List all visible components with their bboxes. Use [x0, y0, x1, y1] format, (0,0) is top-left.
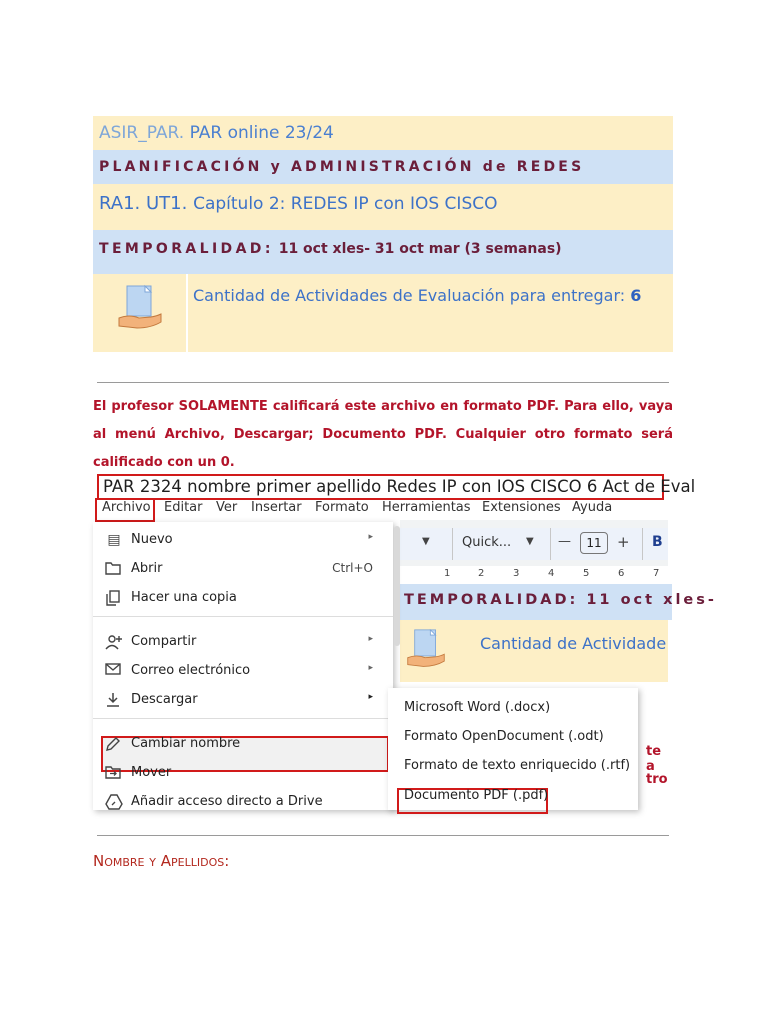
- menu-item-correo[interactable]: [93, 657, 393, 685]
- activities-count: 6: [630, 286, 642, 305]
- menu-item-label: Cambiar nombre: [131, 736, 241, 751]
- font-size-plus[interactable]: +: [617, 533, 630, 551]
- download-pdf[interactable]: Documento PDF (.pdf): [404, 788, 549, 803]
- temporal-value: 11 oct xles- 31 oct mar (3 semanas): [278, 241, 562, 257]
- menu-item-copia[interactable]: [93, 584, 393, 612]
- menu-item-label: Mover: [131, 765, 172, 780]
- ruler: [400, 566, 668, 585]
- ruler-mark-4: 4: [548, 568, 555, 579]
- rename-icon: [105, 736, 123, 752]
- unit-title: Capítulo 2: REDES IP con IOS CISCO: [193, 194, 498, 214]
- doc-activity-row: [400, 620, 668, 682]
- menu-item-label: Nuevo: [131, 532, 173, 547]
- copy-icon: [105, 590, 123, 606]
- name-label: Nombre y Apellidos:: [93, 852, 230, 870]
- ruler-mark-5: 5: [583, 568, 590, 579]
- menu-item-label: Descargar: [131, 692, 198, 707]
- course-prefix: ASIR_PAR.: [99, 123, 185, 143]
- menu-scrollbar[interactable]: [394, 526, 400, 646]
- temporal-label: TEMPORALIDAD:: [99, 241, 274, 257]
- style-chevron-icon[interactable]: ▼: [526, 536, 534, 547]
- activity-row: [93, 274, 673, 352]
- document-hand-icon-small: [406, 628, 446, 670]
- chevron-down-icon[interactable]: ▼: [422, 536, 430, 547]
- menu-item-label: Añadir acceso directo a Drive: [131, 794, 323, 809]
- menu-extensiones[interactable]: Extensiones: [482, 500, 561, 515]
- unit-code: RA1. UT1.: [99, 193, 188, 214]
- drive-shortcut-icon: [105, 794, 123, 810]
- subject-title: PLANIFICACIÓN y ADMINISTRACIÓN de REDES: [99, 159, 585, 175]
- toolbar-separator: [452, 528, 453, 560]
- download-icon: [105, 692, 123, 708]
- temporal-row: [93, 230, 673, 274]
- menu-item-label: Abrir: [131, 561, 163, 576]
- download-odt[interactable]: Formato OpenDocument (.odt): [404, 729, 604, 744]
- submenu-arrow-icon: ▸: [368, 634, 373, 644]
- menu-shortcut: Ctrl+O: [332, 561, 373, 575]
- doc-toolbar: [400, 528, 668, 560]
- folder-icon: [105, 561, 123, 577]
- font-size-minus[interactable]: —: [558, 534, 571, 549]
- subject-row: [93, 150, 673, 184]
- doc-text-fragment-2: tro: [646, 772, 668, 787]
- menu-editar[interactable]: Editar: [164, 500, 203, 515]
- menu-item-abrir[interactable]: [93, 555, 393, 583]
- menu-insertar[interactable]: Insertar: [251, 500, 302, 515]
- menu-archivo[interactable]: Archivo: [102, 500, 151, 515]
- menu-separator: [93, 616, 393, 617]
- share-person-icon: [105, 634, 123, 650]
- activity-count-text: [193, 286, 641, 305]
- menu-item-cambiar-nombre[interactable]: [93, 730, 393, 758]
- pdf-notice: El profesor SOLAMENTE calificará este archivo en formato PDF. Para ello, vaya al menú Archivo, Descargar; Documento PDF. Cualquier otro formato será calificado con un 0.: [93, 399, 673, 470]
- archivo-highlight: [95, 498, 155, 522]
- ruler-mark-7: 7: [653, 568, 660, 579]
- activity-icon-cell: [93, 274, 188, 352]
- menu-separator: [93, 718, 393, 719]
- ruler-mark-2: 2: [478, 568, 485, 579]
- toolbar-separator-2: [550, 528, 551, 560]
- mail-icon: [105, 663, 123, 679]
- bold-button[interactable]: B: [652, 534, 663, 550]
- submenu-arrow-icon: ▸: [368, 663, 373, 673]
- doc-temporal-row: TEMPORALIDAD: 11 oct xles-: [400, 584, 672, 620]
- new-doc-icon: ▤: [107, 532, 121, 548]
- divider-top: [97, 382, 669, 383]
- ruler-mark-1: 1: [444, 568, 451, 579]
- menu-ayuda[interactable]: Ayuda: [572, 500, 613, 515]
- toolbar-separator-3: [642, 528, 643, 560]
- menu-item-mover[interactable]: [93, 759, 393, 787]
- menu-item-label: Correo electrónico: [131, 663, 251, 678]
- menu-item-descargar[interactable]: [93, 686, 393, 714]
- submenu-arrow-icon: ▸: [368, 532, 373, 542]
- menu-item-compartir[interactable]: [93, 628, 393, 656]
- ruler-mark-6: 6: [618, 568, 625, 579]
- style-select[interactable]: Quick...: [462, 535, 512, 550]
- menu-formato[interactable]: Formato: [315, 500, 369, 515]
- doc-text-fragment-1: te a: [646, 744, 662, 774]
- doc-activity-text: Cantidad de Actividade: [480, 634, 667, 653]
- file-menu: [93, 522, 393, 810]
- menu-herramientas[interactable]: Herramientas: [382, 500, 471, 515]
- activities-label: Cantidad de Actividades de Evaluación para entregar:: [193, 286, 626, 305]
- ruler-mark-3: 3: [513, 568, 520, 579]
- unit-row: [93, 184, 673, 230]
- menu-ver[interactable]: Ver: [216, 500, 238, 515]
- move-icon: [105, 765, 123, 781]
- menu-item-nuevo[interactable]: [93, 526, 393, 554]
- menu-item-label: Compartir: [131, 634, 197, 649]
- download-docx[interactable]: Microsoft Word (.docx): [404, 700, 551, 715]
- divider-bottom: [97, 835, 669, 836]
- font-size-input[interactable]: 11: [580, 532, 608, 554]
- document-hand-icon: [117, 284, 163, 332]
- submenu-arrow-icon: ▸: [368, 692, 373, 702]
- course-name: PAR online 23/24: [189, 123, 334, 143]
- download-rtf[interactable]: Formato de texto enriquecido (.rtf): [404, 758, 631, 773]
- google-docs-screenshot: [93, 470, 717, 810]
- course-row: [93, 116, 673, 150]
- menu-item-label: Hacer una copia: [131, 590, 237, 605]
- document-title[interactable]: PAR 2324 nombre primer apellido Redes IP con IOS CISCO 6 Act de Eval: [97, 474, 664, 500]
- menu-item-acceso-drive[interactable]: [93, 788, 393, 816]
- download-submenu: [388, 688, 638, 810]
